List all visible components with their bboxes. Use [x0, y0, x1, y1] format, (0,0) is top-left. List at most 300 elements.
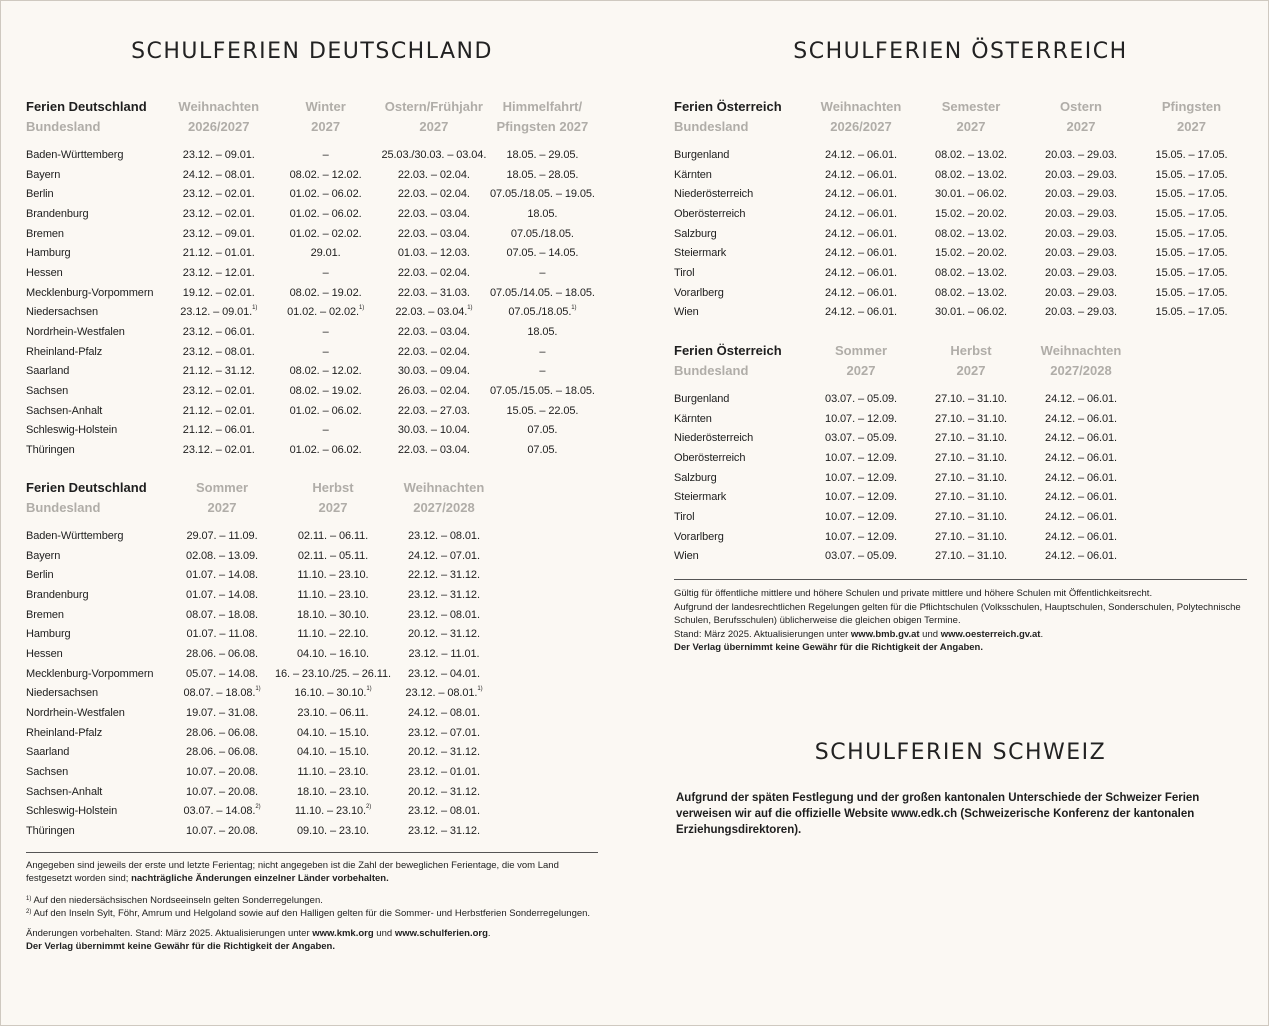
holiday-dates: 23.12. – 07.01.: [408, 726, 480, 739]
austria-stand: Stand: März 2025. Aktualisierungen unter www.bmb.gv.at und www.oesterreich.gv.at.: [674, 628, 1044, 640]
table-row: [26, 184, 598, 204]
header-period: [806, 97, 916, 137]
header-line-2: 2027/2028: [413, 500, 475, 515]
region-name: Vorarlberg: [674, 286, 724, 299]
region-name: Brandenburg: [26, 207, 89, 220]
holiday-dates: 15.05. – 17.05.: [1155, 168, 1228, 181]
table-row: [26, 624, 497, 644]
holiday-dates: 23.12. – 01.01.: [408, 766, 480, 779]
holiday-dates: 30.01. – 06.02.: [935, 306, 1007, 319]
table-row: [674, 283, 1247, 303]
holiday-dates: 22.03. – 03.04.: [397, 207, 470, 220]
header-line-2: Bundesland: [674, 119, 749, 134]
table-row: [26, 821, 497, 841]
holiday-dates: 27.10. – 31.10.: [935, 491, 1007, 504]
holiday-dates: 23.12. – 02.01.: [182, 188, 255, 201]
table-row: [26, 204, 598, 224]
holiday-dates: 20.03. – 29.03.: [1045, 286, 1117, 299]
holiday-dates: 20.03. – 29.03.: [1045, 227, 1117, 240]
region-name: Niedersachsen: [26, 687, 99, 700]
holiday-dates: 23.12. – 08.01.: [408, 529, 480, 542]
holiday-dates: 01.02. – 06.02.: [289, 188, 362, 201]
table-row: [674, 527, 1136, 547]
oesterreich-link[interactable]: www.oesterreich.gv.at: [940, 628, 1041, 640]
header-period: [167, 97, 270, 137]
header-line-2: Bundesland: [674, 363, 749, 378]
header-line-1: Winter: [305, 99, 346, 114]
holiday-dates: 03.07. – 05.09.: [825, 550, 897, 563]
holiday-dates: 24.12. – 06.01.: [1045, 510, 1117, 523]
holiday-dates: 15.02. – 20.02.: [935, 207, 1007, 220]
region-name: Tirol: [674, 266, 695, 279]
holiday-dates: 08.02. – 12.02.: [289, 365, 362, 378]
footnote-mark: 1): [467, 305, 473, 312]
region-name: Steiermark: [674, 247, 727, 260]
holiday-dates: 18.05.: [527, 207, 558, 220]
austria-title: SCHULFERIEN ÖSTERREICH: [793, 39, 1128, 64]
header-period: [1026, 97, 1136, 137]
table-row: [674, 448, 1136, 468]
holiday-dates: 10.07. – 12.09.: [825, 471, 897, 484]
austria-notes-divider: [674, 579, 1247, 580]
table-row: [26, 283, 598, 303]
header-period: [487, 97, 598, 137]
region-name: Burgenland: [674, 392, 730, 405]
table-row: [674, 263, 1247, 283]
holiday-dates: 15.05. – 17.05.: [1155, 286, 1228, 299]
table-header-row: [26, 478, 497, 518]
holiday-dates: 10.07. – 20.08.: [186, 785, 258, 798]
holiday-dates: –: [539, 345, 546, 358]
header-line-1: Ferien Österreich: [674, 99, 782, 114]
holiday-dates: 01.02. – 02.02.$^{1)}$: [287, 305, 365, 319]
table-row: [674, 165, 1247, 185]
region-name: Berlin: [26, 188, 54, 201]
holiday-dates: 20.03. – 29.03.: [1045, 207, 1117, 220]
table-row: [674, 389, 1136, 409]
table-row: [26, 762, 497, 782]
region-name: Oberösterreich: [674, 451, 746, 464]
holiday-dates: 01.02. – 06.02.: [289, 444, 362, 457]
holiday-dates: 08.02. – 13.02.: [935, 227, 1007, 240]
footnote-mark: 1): [255, 686, 261, 693]
holiday-dates: 19.12. – 02.01.: [182, 286, 255, 299]
region-name: Wien: [674, 550, 699, 563]
region-name: Hessen: [26, 647, 63, 660]
holiday-dates: 18.05. – 29.05.: [506, 148, 579, 161]
austria-notes: [674, 587, 1247, 655]
germany-footnote-2: $^{2)}$ Auf den Inseln Sylt, Föhr, Amrum und Helgoland sowie auf den Halligen gelten für die Sommer- und Herbstferien Sonderregelungen.: [26, 908, 591, 919]
table-row: [674, 468, 1136, 488]
region-name: Bremen: [26, 227, 64, 240]
schulferien-link[interactable]: www.schulferien.org: [394, 928, 488, 939]
region-name: Salzburg: [674, 471, 717, 484]
header-line-1: Sommer: [834, 343, 888, 358]
holiday-dates: 22.03. – 02.04.: [397, 188, 470, 201]
region-name: Schleswig-Holstein: [26, 424, 118, 437]
header-line-2: 2027: [1177, 119, 1206, 134]
header-line-2: 2026/2027: [188, 119, 250, 134]
holiday-dates: 22.03. – 03.04.$^{1)}$: [395, 305, 473, 319]
header-period: [916, 97, 1026, 137]
holiday-dates: 22.03. – 03.04.: [397, 326, 470, 339]
holiday-dates: 22.03. – 31.03.: [397, 286, 470, 299]
holiday-dates: 30.03. – 10.04.: [397, 424, 470, 437]
table-row: [26, 802, 497, 822]
region-name: Bremen: [26, 608, 64, 621]
region-name: Oberösterreich: [674, 207, 746, 220]
region-name: Tirol: [674, 510, 695, 523]
holiday-dates: 03.07. – 05.09.: [825, 392, 897, 405]
holiday-dates: 04.10. – 15.10.: [297, 746, 369, 759]
table-row: [26, 565, 497, 585]
region-name: Niederösterreich: [674, 188, 754, 201]
germany-footnote-1: $^{1)}$ Auf den niedersächsischen Nordseeinseln gelten Sonderregelungen.: [26, 895, 323, 906]
footnote-mark: 2): [255, 804, 261, 811]
table-row: [26, 243, 598, 263]
holiday-dates: 10.07. – 20.08.: [186, 825, 258, 838]
holiday-dates: 22.03. – 27.03.: [397, 404, 470, 417]
region-name: Sachsen: [26, 385, 69, 398]
holiday-dates: 15.05. – 17.05.: [1155, 188, 1228, 201]
holiday-dates: –: [539, 266, 546, 279]
holiday-dates: 08.07. – 18.08.$^{1)}$: [183, 686, 261, 700]
holiday-dates: 18.05.: [527, 326, 558, 339]
holiday-dates: 01.02. – 02.02.: [289, 227, 362, 240]
holiday-dates: 29.07. – 11.09.: [186, 529, 258, 542]
holiday-dates: 20.03. – 29.03.: [1045, 168, 1117, 181]
holiday-dates: 09.10. – 23.10.: [297, 825, 369, 838]
holiday-dates: 08.02. – 13.02.: [935, 168, 1007, 181]
holiday-dates: 16.10. – 30.10.$^{1)}$: [294, 686, 372, 700]
germany-table-1: [26, 97, 598, 460]
header-spacer: [674, 137, 1247, 145]
header-region: [26, 97, 167, 137]
holiday-dates: 27.10. – 31.10.: [935, 550, 1007, 563]
footnote-mark: 1): [359, 305, 365, 312]
holiday-dates: 08.02. – 13.02.: [935, 286, 1007, 299]
table-row: [674, 243, 1247, 263]
holiday-dates: 28.06. – 06.08.: [186, 726, 258, 739]
header-spacer: [26, 137, 598, 145]
holiday-dates: 23.12. – 08.01.: [408, 608, 480, 621]
holiday-dates: 23.12. – 09.01.$^{1)}$: [180, 305, 258, 319]
header-line-2: 2027: [846, 363, 876, 378]
switzerland-text: Aufgrund der späten Festlegung und der großen kantonalen Unterschiede der Schweizer Ferien verweisen wir auf die offizielle Website www.edk.ch (Schweizerische Konferenz der kantonalen Erziehungsdirektoren).: [676, 792, 1200, 836]
holiday-dates: 27.10. – 31.10.: [935, 412, 1007, 425]
table-row: [674, 487, 1136, 507]
holiday-dates: 07.05.: [527, 424, 558, 437]
holiday-dates: 15.02. – 20.02.: [935, 247, 1007, 260]
region-name: Berlin: [26, 569, 54, 582]
holiday-dates: 23.12. – 06.01.: [182, 326, 255, 339]
holiday-dates: 24.12. – 08.01.: [408, 707, 480, 720]
holiday-dates: 15.05. – 17.05.: [1155, 306, 1228, 319]
region-name: Brandenburg: [26, 588, 89, 601]
header-region: [674, 341, 806, 381]
region-name: Nordrhein-Westfalen: [26, 707, 125, 720]
header-line-1: Ostern/Frühjahr: [384, 99, 483, 114]
bmb-link[interactable]: www.bmb.gv.at: [850, 628, 920, 640]
holiday-dates: 03.07. – 14.08.$^{2)}$: [183, 804, 261, 818]
header-period: [1136, 97, 1247, 137]
holiday-dates: 01.07. – 14.08.: [186, 569, 258, 582]
holiday-dates: 23.12. – 31.12.: [408, 588, 480, 601]
table-row: [26, 224, 598, 244]
header-period: [391, 478, 497, 518]
holiday-dates: 22.03. – 02.04.: [397, 266, 470, 279]
table-row: [26, 644, 497, 664]
holiday-dates: 20.03. – 29.03.: [1045, 148, 1117, 161]
region-name: Baden-Württemberg: [26, 529, 124, 542]
table-row: [26, 684, 497, 704]
region-name: Hamburg: [26, 247, 71, 260]
table-row: [674, 184, 1247, 204]
holiday-dates: 27.10. – 31.10.: [935, 530, 1007, 543]
region-name: Kärnten: [674, 168, 712, 181]
germany-notes: [26, 859, 598, 953]
holiday-dates: 11.10. – 23.10.$^{2)}$: [294, 804, 372, 818]
holiday-dates: 23.12. – 08.01.$^{1)}$: [405, 686, 483, 700]
holiday-dates: 07.05./18.05.: [510, 227, 574, 240]
header-period: [1026, 341, 1136, 381]
holiday-dates: 24.12. – 06.01.: [825, 207, 897, 220]
table-row: [674, 204, 1247, 224]
holiday-dates: 18.10. – 30.10.: [297, 608, 369, 621]
header-line-1: Himmelfahrt/: [502, 99, 583, 114]
region-name: Schleswig-Holstein: [26, 805, 118, 818]
holiday-dates: 18.05. – 28.05.: [506, 168, 579, 181]
holiday-dates: 24.12. – 06.01.: [1045, 412, 1117, 425]
holiday-dates: –: [322, 345, 329, 358]
holiday-dates: 05.07. – 14.08.: [186, 667, 258, 680]
region-name: Steiermark: [674, 491, 727, 504]
holiday-dates: 08.07. – 18.08.: [186, 608, 258, 621]
region-name: Kärnten: [674, 412, 712, 425]
header-line-1: Weihnachten: [403, 480, 485, 495]
holiday-dates: 11.10. – 23.10.: [297, 569, 369, 582]
holiday-dates: 21.12. – 01.01.: [182, 247, 255, 260]
region-name: Bayern: [26, 168, 61, 181]
header-line-1: Weihnachten: [1040, 343, 1122, 358]
footnote-mark: 1): [477, 686, 483, 693]
footnote-mark: 1): [252, 305, 258, 312]
table-row: [674, 547, 1136, 567]
holiday-dates: 23.10. – 06.11.: [297, 707, 369, 720]
table-row: [674, 224, 1247, 244]
table-row: [674, 145, 1247, 165]
germany-notes-divider: [26, 852, 598, 853]
table-row: [26, 401, 598, 421]
holiday-dates: 16. – 23.10./25. – 26.11.: [275, 667, 391, 680]
table-row: [26, 546, 497, 566]
region-name: Mecklenburg-Vorpommern: [26, 286, 154, 299]
region-name: Bayern: [26, 549, 61, 562]
region-name: Wien: [674, 306, 699, 319]
holiday-dates: 21.12. – 31.12.: [182, 365, 255, 378]
holiday-dates: 15.05. – 17.05.: [1155, 207, 1228, 220]
holiday-dates: 24.12. – 06.01.: [825, 247, 897, 260]
header-line-1: Weihnachten: [820, 99, 902, 114]
table-header-row: [674, 97, 1247, 137]
holiday-dates: 21.12. – 06.01.: [182, 424, 255, 437]
header-line-1: Herbst: [312, 480, 354, 495]
holiday-dates: 25.03./30.03. – 03.04.: [381, 148, 487, 161]
header-line-1: Semester: [941, 99, 1001, 114]
holiday-dates: 24.12. – 06.01.: [1045, 471, 1117, 484]
holiday-dates: 22.03. – 03.04.: [397, 227, 470, 240]
holiday-dates: 04.10. – 15.10.: [297, 726, 369, 739]
table-header-row: [26, 97, 598, 137]
germany-note-general: Angegeben sind jeweils der erste und letzte Ferientag; nicht angegeben ist die Zahl der beweglichen Ferientage, die vom Land festgesetzt worden sind; nachträgliche Änderungen einzelner Länder vorbehalten.: [26, 860, 559, 884]
header-region: [26, 478, 169, 518]
holiday-dates: 01.02. – 06.02.: [289, 404, 362, 417]
holiday-dates: 24.12. – 06.01.: [825, 148, 897, 161]
holiday-dates: 04.10. – 16.10.: [297, 647, 369, 660]
table-row: [26, 381, 598, 401]
holiday-dates: –: [322, 266, 329, 279]
table-row: [26, 421, 598, 441]
holiday-dates: 10.07. – 12.09.: [825, 530, 897, 543]
holiday-dates: 07.05./14.05. – 18.05.: [489, 286, 595, 299]
holiday-dates: –: [539, 365, 546, 378]
holiday-dates: 24.12. – 06.01.: [825, 227, 897, 240]
holiday-dates: 01.07. – 11.08.: [186, 628, 258, 641]
holiday-dates: 20.03. – 29.03.: [1045, 247, 1117, 260]
holiday-dates: 15.05. – 22.05.: [506, 404, 579, 417]
holiday-dates: 22.03. – 02.04.: [397, 168, 470, 181]
table-row: [26, 526, 497, 546]
holiday-dates: –: [322, 148, 329, 161]
holiday-dates: 23.12. – 09.01.: [182, 227, 255, 240]
region-name: Thüringen: [26, 825, 75, 838]
holiday-dates: 01.07. – 14.08.: [186, 588, 258, 601]
holiday-dates: –: [322, 424, 329, 437]
table-row: [674, 303, 1247, 323]
table-row: [26, 322, 598, 342]
holiday-dates: 07.05./18.05.$^{1)}$: [508, 305, 577, 319]
holiday-dates: 26.03. – 02.04.: [397, 385, 470, 398]
region-name: Niedersachsen: [26, 306, 99, 319]
header-line-1: Ferien Deutschland: [26, 99, 147, 114]
holiday-dates: 24.12. – 06.01.: [825, 286, 897, 299]
holiday-dates: 23.12. – 09.01.: [182, 148, 255, 161]
holiday-dates: 23.12. – 12.01.: [182, 266, 255, 279]
holiday-dates: 27.10. – 31.10.: [935, 451, 1007, 464]
holiday-dates: 23.12. – 02.01.: [182, 207, 255, 220]
region-name: Hessen: [26, 266, 63, 279]
holiday-dates: 24.12. – 08.01.: [182, 168, 255, 181]
header-line-2: Pfingsten 2027: [496, 119, 589, 134]
holiday-dates: 10.07. – 12.09.: [825, 491, 897, 504]
table-row: [674, 409, 1136, 429]
region-name: Hamburg: [26, 628, 71, 641]
table-row: [26, 303, 598, 323]
region-name: Thüringen: [26, 444, 75, 457]
holiday-dates: 08.02. – 13.02.: [935, 148, 1007, 161]
holiday-dates: 07.05./15.05. – 18.05.: [489, 385, 595, 398]
holiday-dates: 24.12. – 06.01.: [825, 188, 897, 201]
holiday-dates: 24.12. – 06.01.: [1045, 392, 1117, 405]
region-name: Saarland: [26, 365, 70, 378]
holiday-dates: 08.02. – 13.02.: [935, 266, 1007, 279]
holiday-dates: 20.03. – 29.03.: [1045, 306, 1117, 319]
header-spacer: [674, 381, 1136, 389]
holiday-dates: 20.12. – 31.12.: [408, 628, 480, 641]
switzerland-title: SCHULFERIEN SCHWEIZ: [814, 740, 1107, 765]
holiday-dates: 15.05. – 17.05.: [1155, 247, 1228, 260]
header-line-1: Herbst: [950, 343, 992, 358]
table-row: [26, 743, 497, 763]
holiday-dates: 23.12. – 04.01.: [408, 667, 480, 680]
holiday-dates: 11.10. – 23.10.: [297, 588, 369, 601]
holiday-dates: 08.02. – 19.02.: [289, 385, 362, 398]
header-line-2: 2027: [419, 119, 449, 134]
holiday-dates: 07.05./18.05. – 19.05.: [489, 188, 595, 201]
holiday-dates: 24.12. – 06.01.: [825, 266, 897, 279]
table-row: [26, 782, 497, 802]
region-name: Vorarlberg: [674, 530, 724, 543]
holiday-dates: 24.12. – 07.01.: [408, 549, 480, 562]
header-line-2: 2027: [318, 500, 348, 515]
header-period: [806, 341, 916, 381]
table-header-row: [674, 341, 1136, 381]
holiday-dates: 08.02. – 19.02.: [289, 286, 362, 299]
holiday-dates: 24.12. – 06.01.: [1045, 432, 1117, 445]
holiday-dates: 01.03. – 12.03.: [397, 247, 470, 260]
holiday-dates: 18.10. – 23.10.: [297, 785, 369, 798]
holiday-dates: 01.02. – 06.02.: [289, 207, 362, 220]
austria-disclaimer: Der Verlag übernimmt keine Gewähr für die Richtigkeit der Angaben.: [674, 642, 984, 653]
holiday-dates: 27.10. – 31.10.: [935, 432, 1007, 445]
germany-disclaimer: Der Verlag übernimmt keine Gewähr für die Richtigkeit der Angaben.: [26, 941, 336, 952]
footnote-mark: 1): [571, 305, 577, 312]
kmk-link[interactable]: www.kmk.org: [312, 928, 374, 939]
holiday-dates: 10.07. – 20.08.: [186, 766, 258, 779]
holiday-dates: 10.07. – 12.09.: [825, 412, 897, 425]
footnote-mark: 1): [366, 686, 372, 693]
region-name: Saarland: [26, 746, 70, 759]
holiday-dates: 11.10. – 23.10.: [297, 766, 369, 779]
header-line-2: 2026/2027: [830, 119, 892, 134]
holiday-dates: 28.06. – 06.08.: [186, 746, 258, 759]
austria-table-2: [674, 341, 1136, 566]
holiday-dates: 22.03. – 03.04.: [397, 444, 470, 457]
holiday-dates: 24.12. – 06.01.: [825, 306, 897, 319]
germany-table-2: [26, 478, 497, 841]
region-name: Sachsen-Anhalt: [26, 404, 103, 417]
holiday-dates: 30.03. – 09.04.: [397, 365, 470, 378]
region-name: Rheinland-Pfalz: [26, 345, 103, 358]
holiday-dates: 24.12. – 06.01.: [1045, 451, 1117, 464]
holiday-dates: 23.12. – 02.01.: [182, 385, 255, 398]
holiday-dates: 10.07. – 12.09.: [825, 510, 897, 523]
holiday-dates: 29.01.: [310, 247, 341, 260]
holiday-dates: 10.07. – 12.09.: [825, 451, 897, 464]
table-row: [26, 263, 598, 283]
holiday-dates: –: [322, 326, 329, 339]
table-row: [26, 605, 497, 625]
holiday-dates: 20.12. – 31.12.: [408, 746, 480, 759]
holiday-dates: 27.10. – 31.10.: [935, 510, 1007, 523]
germany-stand: Änderungen vorbehalten. Stand: März 2025. Aktualisierungen unter www.kmk.org und www.schulferien.org.: [26, 928, 491, 939]
austria-table-1: [674, 97, 1247, 322]
header-period: [916, 341, 1026, 381]
table-row: [26, 145, 598, 165]
region-name: Sachsen-Anhalt: [26, 785, 103, 798]
holiday-dates: 02.11. – 05.11.: [297, 549, 369, 562]
region-name: Burgenland: [674, 148, 730, 161]
